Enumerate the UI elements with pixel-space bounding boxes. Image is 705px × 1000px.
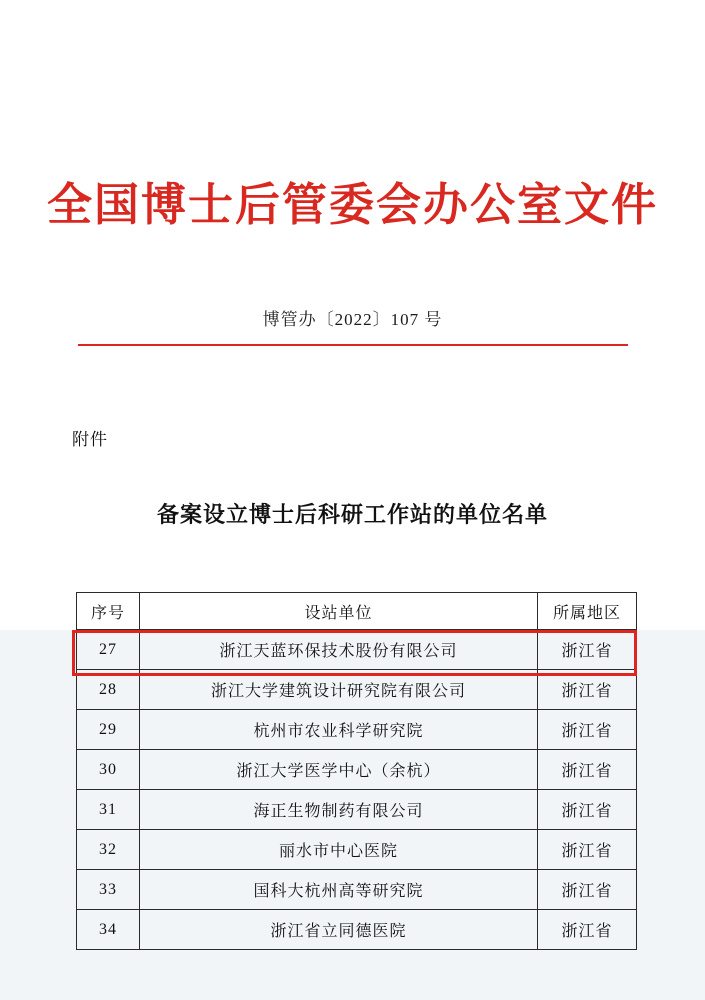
attachment-label: 附件 <box>72 430 108 449</box>
cell-region: 浙江省 <box>538 830 637 870</box>
table-row <box>77 710 637 750</box>
cell-unit: 丽水市中心医院 <box>140 830 538 870</box>
document-title: 全国博士后管委会办公室文件 <box>46 180 658 230</box>
document-number: 博管办〔2022〕107 号 <box>262 310 443 329</box>
red-divider-rule <box>78 344 628 346</box>
table-row <box>77 790 637 830</box>
table-row <box>77 830 637 870</box>
cell-unit: 浙江大学医学中心（余杭） <box>140 750 538 790</box>
cell-region: 浙江省 <box>538 670 637 710</box>
cell-unit: 浙江天蓝环保技术股份有限公司 <box>140 630 538 670</box>
cell-no: 32 <box>77 830 140 870</box>
cell-unit: 海正生物制药有限公司 <box>140 790 538 830</box>
cell-region: 浙江省 <box>538 750 637 790</box>
table-row <box>77 670 637 710</box>
cell-region: 浙江省 <box>538 630 637 670</box>
cell-no: 31 <box>77 790 140 830</box>
table-header-row <box>77 593 637 630</box>
cell-no: 29 <box>77 710 140 750</box>
list-title: 备案设立博士后科研工作站的单位名单 <box>156 502 548 527</box>
cell-region: 浙江省 <box>538 870 637 910</box>
cell-no: 34 <box>77 910 140 950</box>
table-row <box>77 750 637 790</box>
cell-unit: 浙江大学建筑设计研究院有限公司 <box>140 670 538 710</box>
cell-region: 浙江省 <box>538 790 637 830</box>
column-header-no: 序号 <box>77 593 140 630</box>
cell-no: 27 <box>77 630 140 670</box>
cell-no: 28 <box>77 670 140 710</box>
cell-region: 浙江省 <box>538 710 637 750</box>
table-row <box>77 630 637 670</box>
cell-unit: 杭州市农业科学研究院 <box>140 710 538 750</box>
cell-unit: 国科大杭州高等研究院 <box>140 870 538 910</box>
column-header-unit: 设站单位 <box>140 593 538 630</box>
table-row <box>77 910 637 950</box>
unit-list-table <box>76 592 637 950</box>
column-header-region: 所属地区 <box>538 593 637 630</box>
cell-region: 浙江省 <box>538 910 637 950</box>
cell-no: 30 <box>77 750 140 790</box>
table-row <box>77 870 637 910</box>
cell-no: 33 <box>77 870 140 910</box>
cell-unit: 浙江省立同德医院 <box>140 910 538 950</box>
